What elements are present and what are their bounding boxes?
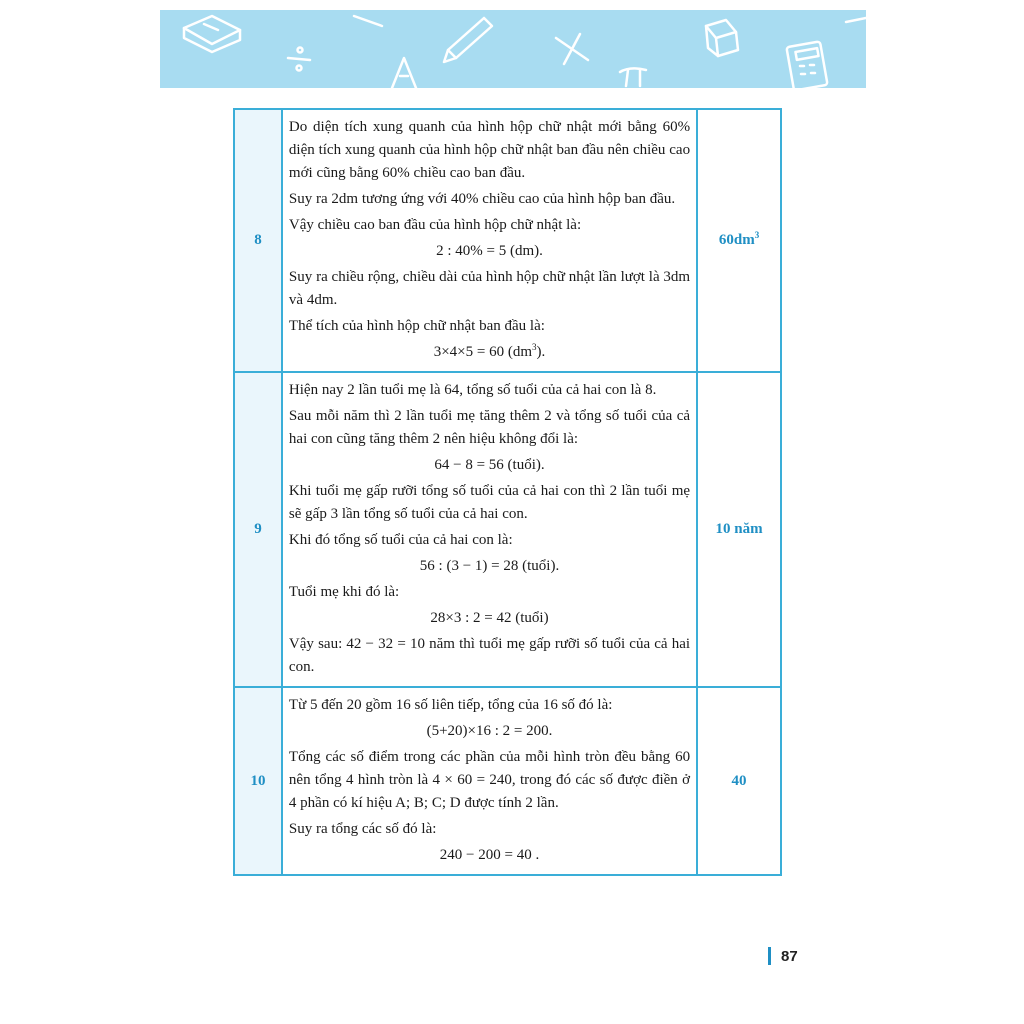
table-row: [234, 109, 781, 372]
page-number-bar: [768, 947, 771, 965]
problem-number: 9: [234, 372, 282, 687]
triangle-ruler-icon: [392, 58, 416, 88]
page-number: 87: [768, 946, 798, 966]
plus-icon: [556, 34, 588, 64]
calculator-icon: [786, 41, 827, 88]
divide-icon: [288, 48, 310, 71]
header-banner: [160, 10, 866, 88]
equation: 3×4×5 = 60 $(dm^3)$.: [433, 342, 546, 360]
answer: 40: [697, 687, 781, 875]
table-row: [234, 372, 781, 687]
problem-number: 8: [234, 109, 282, 372]
solution-text: Từ 5 đến 20 gồm 16 số liên tiếp, tổng của 16 số đó là: (5+20)×16 : 2 = 200. Tổng các số điểm trong các phần của mỗi hình tròn đều bằng 60 nên tổng 4 hình tròn là 4 × 60 = 240, trong đó các số được điền ở 4 phần có kí hiệu A; B; C; D được tính 2 lần. Suy ra tổng các số đó là: 240 − 200 = 40 .: [282, 687, 697, 875]
solution-table: [233, 108, 782, 876]
pi-icon: [620, 68, 646, 86]
solution-text: Do diện tích xung quanh của hình hộp chữ nhật mới bằng 60% diện tích xung quanh của hình hộp chữ nhật ban đầu nên chiều cao mới cũng bằng 60% chiều cao ban đầu. Suy ra 2dm tương ứng với 40% chiều cao của hình hộp ban đầu. Vậy chiều cao ban đầu của hình hộp chữ nhật là: 2 : 40% = 5 (dm). Suy ra chiều rộng, chiều dài của hình hộp chữ nhật lần lượt là 3dm và 4dm. Thể tích của hình hộp chữ nhật ban đầu là: 3×4×5 = 60 $(dm^3)$.: [282, 109, 697, 372]
book-icon: [184, 16, 240, 52]
solution-text: Hiện nay 2 lần tuổi mẹ là 64, tổng số tuổi của cả hai con là 8. Sau mỗi năm thì 2 lần tuổi mẹ tăng thêm 2 và tổng số tuổi của cả hai con cũng tăng thêm 2 nên hiệu không đổi là: 64 − 8 = 56 (tuổi). Khi tuổi mẹ gấp rưỡi tổng số tuổi của cả hai con thì 2 lần tuổi mẹ sẽ gấp 3 lần tổng số tuổi của cả hai con. Khi đó tổng số tuổi của cả hai con là: 56 : (3 − 1) = 28 (tuổi). Tuổi mẹ khi đó là: 28×3 : 2 = 42 (tuổi) Vậy sau: 42 − 32 = 10 năm thì tuổi mẹ gấp rưỡi số tuổi của cả hai con.: [282, 372, 697, 687]
answer: $60dm^3$: [697, 109, 781, 372]
problem-number: 10: [234, 687, 282, 875]
minus-icon: [354, 16, 382, 26]
pencil-icon: [444, 18, 492, 62]
answer: 10 năm: [697, 372, 781, 687]
table-row: [234, 687, 781, 875]
minus-icon: [846, 18, 866, 22]
cube-icon: [706, 20, 738, 56]
